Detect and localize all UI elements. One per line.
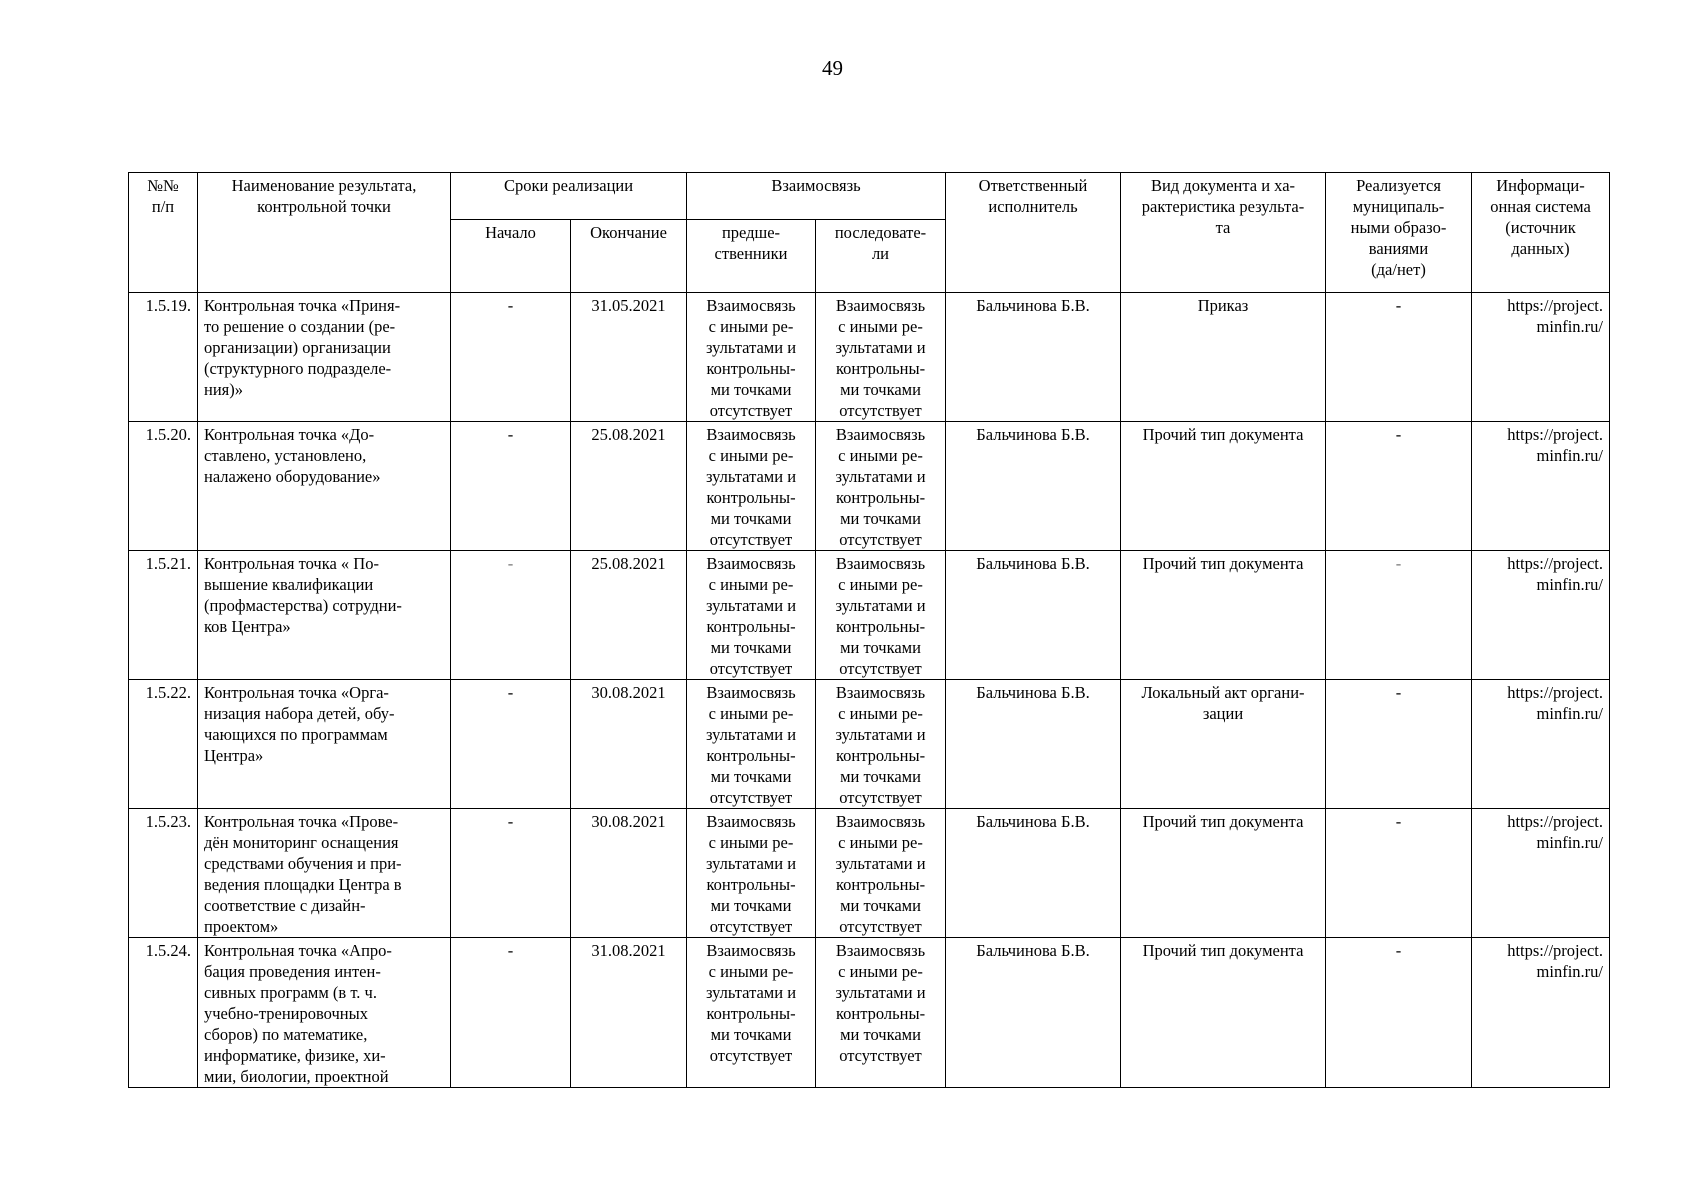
header-successors: последовате- ли	[816, 220, 946, 293]
row-name: Контрольная точка «До- ставлено, установлено, налажено оборудование»	[198, 422, 451, 551]
row-predecessors: Взаимосвязь с иными ре- зультатами и контрольны- ми точками отсутствует	[687, 293, 816, 422]
row-executor: Бальчинова Б.В.	[946, 680, 1121, 809]
row-doc-type: Приказ	[1121, 293, 1326, 422]
row-info-system: https://project. minfin.ru/	[1472, 422, 1610, 551]
row-municipal: -	[1326, 551, 1472, 680]
table-row	[129, 422, 1610, 551]
row-predecessors: Взаимосвязь с иными ре- зультатами и контрольны- ми точками отсутствует	[687, 680, 816, 809]
row-name: Контрольная точка «Приня- то решение о создании (ре- организации) организации (структурного подразделе- ния)»	[198, 293, 451, 422]
header-predecessors: предше- ственники	[687, 220, 816, 293]
row-municipal: -	[1326, 680, 1472, 809]
row-doc-type: Прочий тип документа	[1121, 551, 1326, 680]
row-name: Контрольная точка «Прове- дён мониторинг оснащения средствами обучения и при- ведения площадки Центра в соответствие с дизайн- проектом»	[198, 809, 451, 938]
row-predecessors: Взаимосвязь с иными ре- зультатами и контрольны- ми точками отсутствует	[687, 422, 816, 551]
row-end: 31.05.2021	[571, 293, 687, 422]
header-relation: Взаимосвязь	[687, 173, 946, 220]
control-points-table	[128, 172, 1610, 1088]
table-row	[129, 938, 1610, 1088]
row-predecessors: Взаимосвязь с иными ре- зультатами и контрольны- ми точками отсутствует	[687, 551, 816, 680]
table-row	[129, 551, 1610, 680]
table-row	[129, 809, 1610, 938]
row-doc-type: Локальный акт органи- зации	[1121, 680, 1326, 809]
row-info-system: https://project. minfin.ru/	[1472, 680, 1610, 809]
row-successors: Взаимосвязь с иными ре- зультатами и контрольны- ми точками отсутствует	[816, 293, 946, 422]
header-terms: Сроки реализации	[451, 173, 687, 220]
row-start: -	[451, 809, 571, 938]
row-info-system: https://project. minfin.ru/	[1472, 293, 1610, 422]
row-name: Контрольная точка «Апро- бация проведения интен- сивных программ (в т. ч. учебно-тренировочных сборов) по математике, информатике, физике, хи- мии, биологии, проектной	[198, 938, 451, 1088]
row-num: 1.5.22.	[129, 680, 198, 809]
row-end: 25.08.2021	[571, 422, 687, 551]
row-executor: Бальчинова Б.В.	[946, 293, 1121, 422]
row-executor: Бальчинова Б.В.	[946, 422, 1121, 551]
row-start: -	[451, 551, 571, 680]
row-successors: Взаимосвязь с иными ре- зультатами и контрольны- ми точками отсутствует	[816, 422, 946, 551]
header-name: Наименование результата, контрольной точки	[198, 173, 451, 293]
row-start: -	[451, 680, 571, 809]
row-start: -	[451, 293, 571, 422]
header-executor: Ответственный исполнитель	[946, 173, 1121, 293]
row-num: 1.5.21.	[129, 551, 198, 680]
row-end: 30.08.2021	[571, 680, 687, 809]
page-number: 49	[822, 56, 843, 80]
header-num: №№ п/п	[129, 173, 198, 293]
row-successors: Взаимосвязь с иными ре- зультатами и контрольны- ми точками отсутствует	[816, 680, 946, 809]
row-successors: Взаимосвязь с иными ре- зультатами и контрольны- ми точками отсутствует	[816, 551, 946, 680]
row-executor: Бальчинова Б.В.	[946, 551, 1121, 680]
row-info-system: https://project. minfin.ru/	[1472, 551, 1610, 680]
header-end: Окончание	[571, 220, 687, 293]
row-end: 30.08.2021	[571, 809, 687, 938]
row-info-system: https://project. minfin.ru/	[1472, 938, 1610, 1088]
row-predecessors: Взаимосвязь с иными ре- зультатами и контрольны- ми точками отсутствует	[687, 938, 816, 1088]
row-start: -	[451, 422, 571, 551]
header-municipal: Реализуется муниципаль- ными образо- ваниями (да/нет)	[1326, 173, 1472, 293]
row-municipal: -	[1326, 809, 1472, 938]
row-municipal: -	[1326, 422, 1472, 551]
row-predecessors: Взаимосвязь с иными ре- зультатами и контрольны- ми точками отсутствует	[687, 809, 816, 938]
header-info-system: Информаци- онная система (источник данных)	[1472, 173, 1610, 293]
row-municipal: -	[1326, 293, 1472, 422]
row-successors: Взаимосвязь с иными ре- зультатами и контрольны- ми точками отсутствует	[816, 938, 946, 1088]
row-name: Контрольная точка « По- вышение квалификации (профмастерства) сотрудни- ков Центра»	[198, 551, 451, 680]
row-num: 1.5.19.	[129, 293, 198, 422]
row-num: 1.5.23.	[129, 809, 198, 938]
row-municipal: -	[1326, 938, 1472, 1088]
row-end: 25.08.2021	[571, 551, 687, 680]
row-successors: Взаимосвязь с иными ре- зультатами и контрольны- ми точками отсутствует	[816, 809, 946, 938]
header-start: Начало	[451, 220, 571, 293]
row-executor: Бальчинова Б.В.	[946, 938, 1121, 1088]
row-start: -	[451, 938, 571, 1088]
header-doc-type: Вид документа и ха- рактеристика результа- та	[1121, 173, 1326, 293]
row-doc-type: Прочий тип документа	[1121, 809, 1326, 938]
row-doc-type: Прочий тип документа	[1121, 938, 1326, 1088]
row-name: Контрольная точка «Орга- низация набора детей, обу- чающихся по программам Центра»	[198, 680, 451, 809]
row-doc-type: Прочий тип документа	[1121, 422, 1326, 551]
row-num: 1.5.20.	[129, 422, 198, 551]
table-row	[129, 680, 1610, 809]
row-executor: Бальчинова Б.В.	[946, 809, 1121, 938]
row-num: 1.5.24.	[129, 938, 198, 1088]
row-end: 31.08.2021	[571, 938, 687, 1088]
table-row	[129, 293, 1610, 422]
row-info-system: https://project. minfin.ru/	[1472, 809, 1610, 938]
